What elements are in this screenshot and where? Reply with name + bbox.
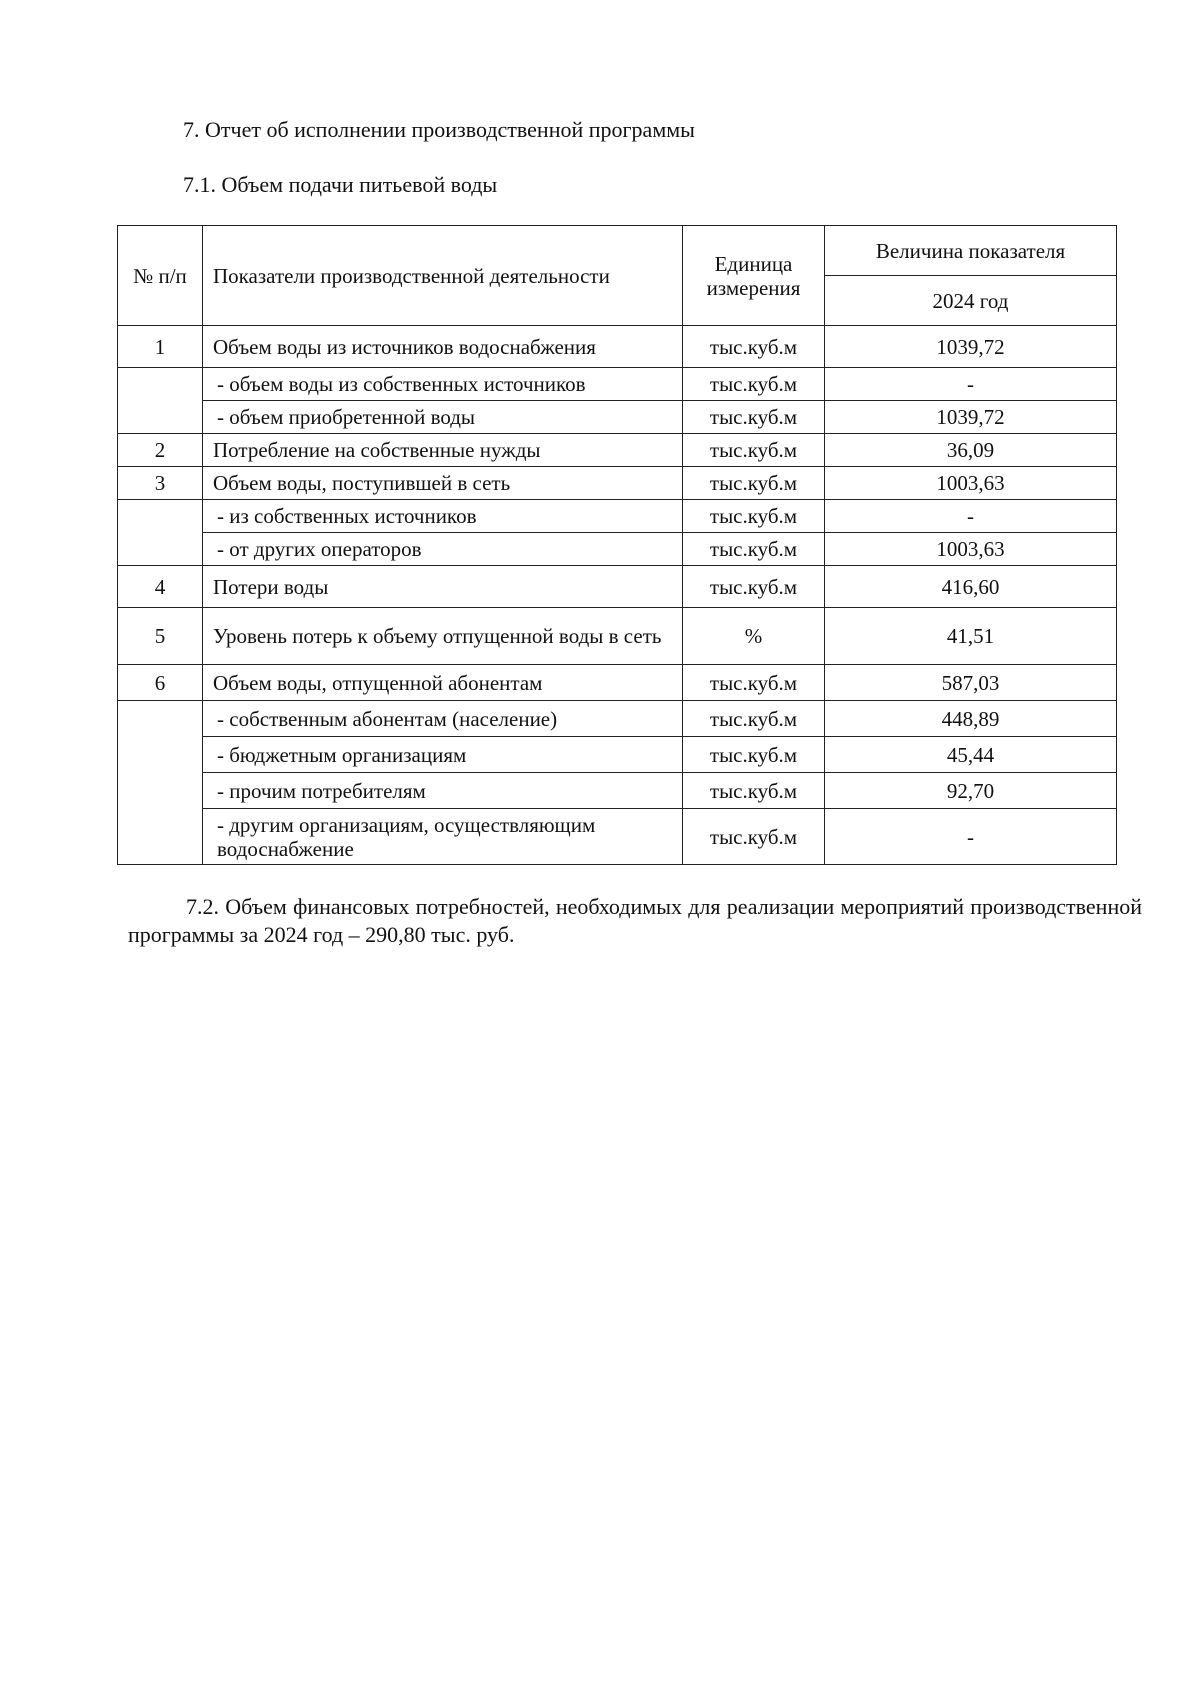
row-num: 4: [118, 566, 203, 608]
row-value: -: [825, 809, 1117, 865]
table-row: [118, 533, 1117, 566]
row-unit: тыс.куб.м: [683, 737, 825, 773]
row-name: - другим организациям, осуществляющим водоснабжение: [203, 809, 683, 865]
row-name: - из собственных источников: [203, 500, 683, 533]
row-value: -: [825, 500, 1117, 533]
header-num: № п/п: [118, 226, 203, 326]
table-row: [118, 434, 1117, 467]
row-unit: %: [683, 608, 825, 665]
row-value: 587,03: [825, 665, 1117, 701]
row-unit: тыс.куб.м: [683, 665, 825, 701]
row-unit: тыс.куб.м: [683, 401, 825, 434]
table-row: [118, 566, 1117, 608]
header-unit: Единица измерения: [683, 226, 825, 326]
row-unit: тыс.куб.м: [683, 368, 825, 401]
table-row: [118, 701, 1117, 737]
table-row: [118, 326, 1117, 368]
row-value: 1039,72: [825, 326, 1117, 368]
row-num: 6: [118, 665, 203, 701]
header-year: 2024 год: [825, 276, 1117, 326]
table-row: [118, 608, 1117, 665]
row-num-empty: [118, 368, 203, 434]
row-unit: тыс.куб.м: [683, 326, 825, 368]
row-value: 1039,72: [825, 401, 1117, 434]
table-row: [118, 809, 1117, 865]
row-name: - прочим потребителям: [203, 773, 683, 809]
production-indicators-table: [117, 225, 1117, 865]
section-subtitle: 7.1. Объем подачи питьевой воды: [183, 172, 498, 197]
row-num-empty: [118, 701, 203, 865]
table-row: [118, 368, 1117, 401]
table-row: [118, 737, 1117, 773]
row-num: 1: [118, 326, 203, 368]
row-unit: тыс.куб.м: [683, 566, 825, 608]
row-value: 1003,63: [825, 467, 1117, 500]
row-value: 92,70: [825, 773, 1117, 809]
row-value: -: [825, 368, 1117, 401]
row-name: Потребление на собственные нужды: [203, 434, 683, 467]
row-unit: тыс.куб.м: [683, 434, 825, 467]
row-unit: тыс.куб.м: [683, 773, 825, 809]
row-name: Объем воды, отпущенной абонентам: [203, 665, 683, 701]
header-value-group: Величина показателя: [825, 226, 1117, 276]
row-unit: тыс.куб.м: [683, 701, 825, 737]
row-unit: тыс.куб.м: [683, 533, 825, 566]
row-name: - от других операторов: [203, 533, 683, 566]
row-value: 45,44: [825, 737, 1117, 773]
row-name: - бюджетным организациям: [203, 737, 683, 773]
table-row: [118, 401, 1117, 434]
row-num: 3: [118, 467, 203, 500]
row-unit: тыс.куб.м: [683, 809, 825, 865]
row-num-empty: [118, 500, 203, 566]
section-title: 7. Отчет об исполнении производственной программы: [183, 117, 695, 142]
row-value: 36,09: [825, 434, 1117, 467]
row-name: Объем воды, поступившей в сеть: [203, 467, 683, 500]
row-num: 5: [118, 608, 203, 665]
row-name: Объем воды из источников водоснабжения: [203, 326, 683, 368]
row-name: - объем воды из собственных источников: [203, 368, 683, 401]
row-name: Уровень потерь к объему отпущенной воды в сеть: [203, 608, 683, 665]
finance-note: 7.2. Объем финансовых потребностей, необходимых для реализации мероприятий производственной программы за 2024 год – 290,80 тыс. руб.: [128, 894, 1142, 947]
row-unit: тыс.куб.м: [683, 500, 825, 533]
row-value: 1003,63: [825, 533, 1117, 566]
row-num: 2: [118, 434, 203, 467]
row-name: Потери воды: [203, 566, 683, 608]
row-value: 41,51: [825, 608, 1117, 665]
row-value: 416,60: [825, 566, 1117, 608]
row-unit: тыс.куб.м: [683, 467, 825, 500]
row-name: - собственным абонентам (население): [203, 701, 683, 737]
table-row: [118, 773, 1117, 809]
row-name: - объем приобретенной воды: [203, 401, 683, 434]
table-row: [118, 467, 1117, 500]
row-value: 448,89: [825, 701, 1117, 737]
table-row: [118, 665, 1117, 701]
header-name: Показатели производственной деятельности: [203, 226, 683, 326]
table-row: [118, 500, 1117, 533]
